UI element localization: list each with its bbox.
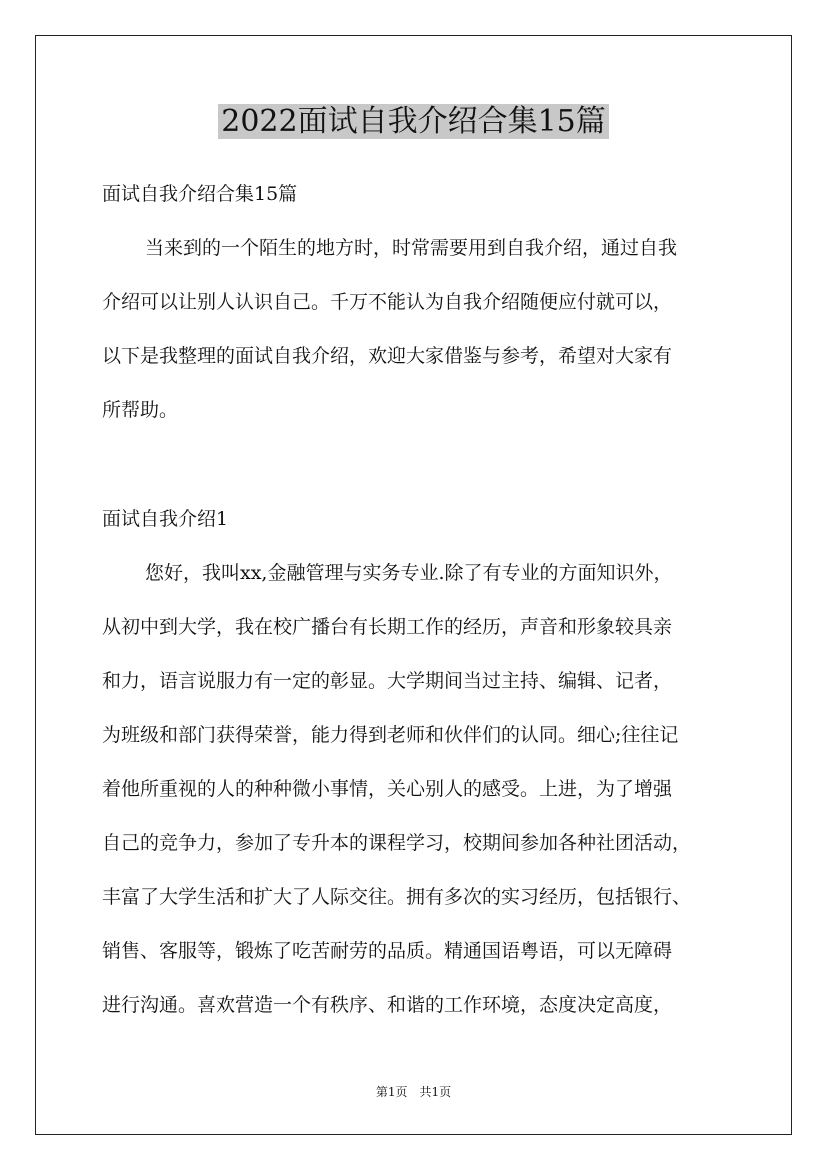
body-line: 进行沟通。喜欢营造一个有秩序、和谐的工作环境，态度决定高度， — [102, 994, 673, 1016]
body-line: 您好，我叫xx,金融管理与实务专业.除了有专业的方面知识外， — [145, 562, 673, 584]
document-title: 2022面试自我介绍合集15篇 — [0, 100, 827, 144]
body-line: 自己的竞争力，参加了专升本的课程学习，校期间参加各种社团活动， — [102, 832, 692, 854]
body-line: 从初中到大学，我在校广播台有长期工作的经历，声音和形象较具亲 — [102, 616, 673, 638]
page-footer: 第1页 共1页 — [375, 1085, 452, 1099]
section-heading: 面试自我介绍1 — [102, 508, 229, 530]
intro-line: 以下是我整理的面试自我介绍，欢迎大家借鉴与参考，希望对大家有 — [102, 345, 673, 367]
body-line: 丰富了大学生活和扩大了人际交往。拥有多次的实习经历，包括银行、 — [102, 886, 692, 908]
body-line: 销售、客服等，锻炼了吃苦耐劳的品质。精通国语粤语，可以无障碍 — [102, 940, 673, 962]
body-line: 和力，语言说服力有一定的彰显。大学期间当过主持、编辑、记者， — [102, 670, 673, 692]
intro-line: 当来到的一个陌生的地方时，时常需要用到自我介绍，通过自我 — [145, 237, 678, 259]
body-line: 为班级和部门获得荣誉，能力得到老师和伙伴们的认同。细心;往往记 — [102, 724, 679, 746]
body-line: 着他所重视的人的种种微小事情，关心别人的感受。上进，为了增强 — [102, 778, 673, 800]
intro-line: 所帮助。 — [102, 399, 179, 421]
intro-line: 介绍可以让别人认识自己。千万不能认为自我介绍随便应付就可以， — [102, 291, 673, 313]
document-subtitle: 面试自我介绍合集15篇 — [102, 183, 298, 205]
